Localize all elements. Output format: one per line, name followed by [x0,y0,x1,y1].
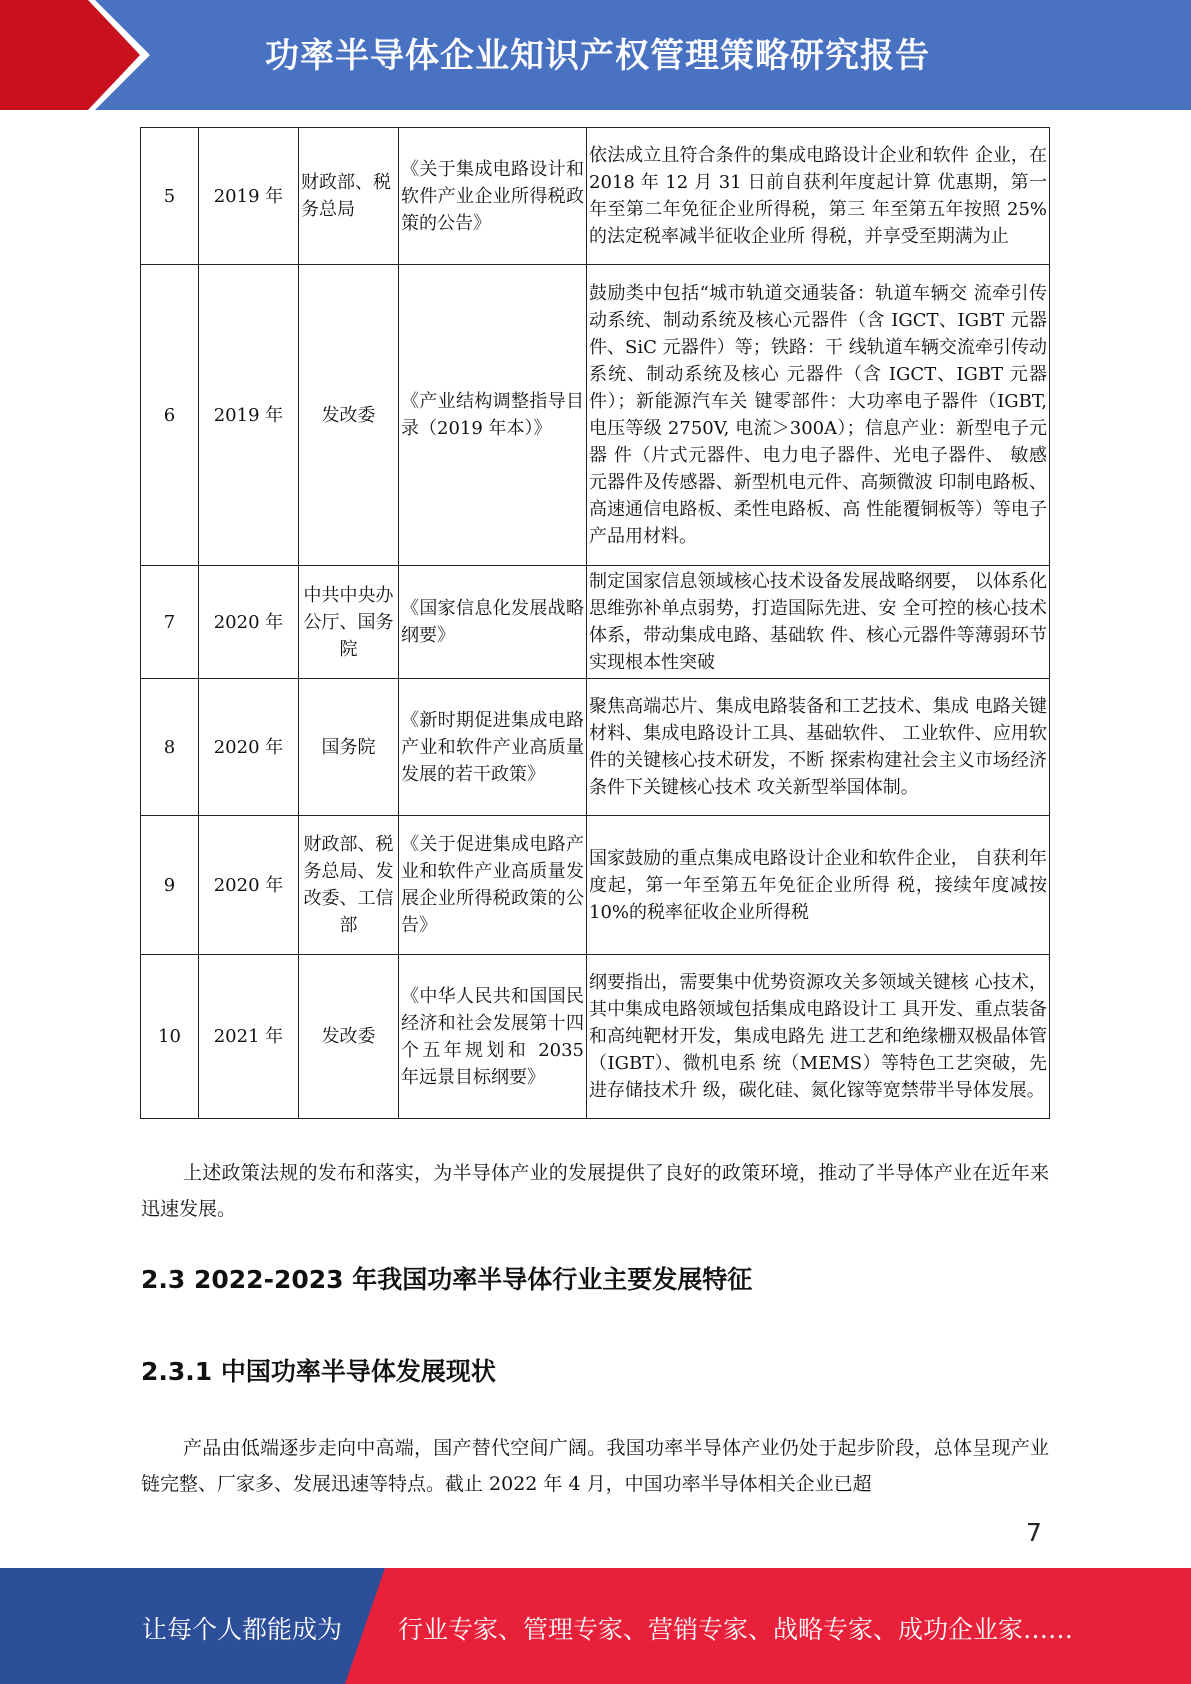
paragraph-policy-summary: 上述政策法规的发布和落实，为半导体产业的发展提供了良好的政策环境，推动了半导体产业在近年来迅速发展。 [141,1162,1049,1220]
row-agency: 发改委 [299,955,399,1119]
row-agency: 财政部、税务总局、发改委、工信部 [299,816,399,955]
row-policy-name: 《产业结构调整指导目录（2019 年本）》 [399,265,587,566]
row-policy-name: 《中华人民共和国国民经济和社会发展第十四个五年规划和 2035 年远景目标纲要》 [399,955,587,1119]
table-row [141,955,1050,1119]
table-row [141,128,1050,265]
page-number: 7 [1026,1518,1042,1547]
row-number: 7 [141,566,199,679]
row-year: 2021 年 [199,955,299,1119]
row-content: 纲要指出，需要集中优势资源攻关多领域关键核 心技术，其中集成电路领域包括集成电路设计工 具开发、重点装备和高纯靶材开发，集成电路先 进工艺和绝缘栅双极晶体管（IGBT）、微机电系 统（MEMS）等特色工艺突破，先进存储技术升 级，碳化硅、氮化镓等宽禁带半导体发展。 [587,955,1050,1119]
row-year: 2020 年 [199,566,299,679]
row-year: 2020 年 [199,679,299,816]
page-footer [0,1568,1191,1684]
table-row [141,265,1050,566]
footer-slogan-left: 让每个人都能成为 [142,1615,343,1644]
row-number: 5 [141,128,199,265]
row-content: 聚焦高端芯片、集成电路装备和工艺技术、集成 电路关键材料、集成电路设计工具、基础软件、 工业软件、应用软件的关键核心技术研发，不断 探索构建社会主义市场经济条件下关键核心技术 攻关新型举国体制。 [587,679,1050,816]
row-policy-name: 《关于集成电路设计和软件产业企业所得税政策的公告》 [399,128,587,265]
header-chevron [0,0,160,110]
row-agency: 国务院 [299,679,399,816]
row-agency: 发改委 [299,265,399,566]
row-year: 2019 年 [199,265,299,566]
row-number: 9 [141,816,199,955]
row-content: 制定国家信息领域核心技术设备发展战略纲要， 以体系化思维弥补单点弱势，打造国际先进、安 全可控的核心技术体系，带动集成电路、基础软 件、核心元器件等薄弱环节实现根本性突破 [587,566,1050,679]
row-content: 国家鼓励的重点集成电路设计企业和软件企业， 自获利年度起，第一年至第五年免征企业所得 税，接续年度减按 10%的税率征收企业所得税 [587,816,1050,955]
row-number: 10 [141,955,199,1119]
section-heading-2-3-1: 2.3.1 中国功率半导体发展现状 [141,1357,496,1386]
row-policy-name: 《国家信息化发展战略纲要》 [399,566,587,679]
page-header [0,0,1191,110]
row-number: 6 [141,265,199,566]
table-row [141,679,1050,816]
row-content: 依法成立且符合条件的集成电路设计企业和软件 企业，在 2018 年 12 月 31 日前自获利年度起计算 优惠期，第一年至第二年免征企业所得税，第三 年至第五年按照 25%的法定税率减半征收企业所 得税，并享受至期满为止 [587,128,1050,265]
row-number: 8 [141,679,199,816]
report-title: 功率半导体企业知识产权管理策略研究报告 [265,36,930,76]
table-row [141,566,1050,679]
footer-slogan-right: 行业专家、管理专家、营销专家、战略专家、成功企业家…… [398,1615,1074,1644]
row-agency: 中共中央办公厅、国务院 [299,566,399,679]
table-row [141,816,1050,955]
row-agency: 财政部、税务总局 [299,128,399,265]
paragraph-development-status: 产品由低端逐步走向中高端，国产替代空间广阔。我国功率半导体产业仍处于起步阶段，总体呈现产业链完整、厂家多、发展迅速等特点。截止 2022 年 4 月，中国功率半导体相关企业已超 [141,1437,1049,1495]
row-year: 2019 年 [199,128,299,265]
row-policy-name: 《关于促进集成电路产业和软件产业高质量发展企业所得税政策的公告》 [399,816,587,955]
row-year: 2020 年 [199,816,299,955]
row-content: 鼓励类中包括“城市轨道交通装备：轨道车辆交 流牵引传动系统、制动系统及核心元器件（含 IGCT、IGBT 元器件、SiC 元器件）等；铁路：干 线轨道车辆交流牵引传动系统、制动系统及核心 元器件（含 IGCT、IGBT 元器件）；新能源汽车关 键零部件：大功率电子器件（IGBT, 电压等级 2750V, 电流＞300A）；信息产业：新型电子元器 件（片式元器件、电力电子器件、光电子器件、 敏感元器件及传感器、新型机电元件、高频微波 印制电路板、高速通信电路板、柔性电路板、高 性能覆铜板等）等电子产品用材料。 [587,265,1050,566]
section-heading-2-3: 2.3 2022-2023 年我国功率半导体行业主要发展特征 [141,1265,753,1294]
row-policy-name: 《新时期促进集成电路产业和软件产业高质量发展的若干政策》 [399,679,587,816]
policy-table [140,127,1050,1119]
